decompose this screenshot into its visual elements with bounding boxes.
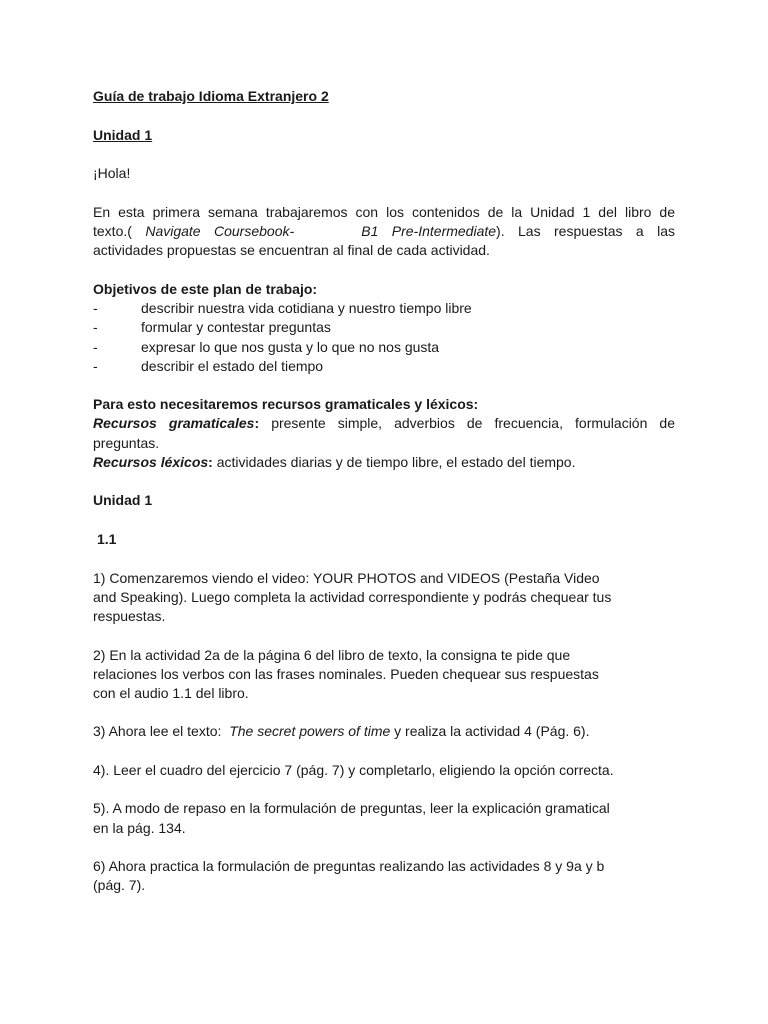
intro-text-end: ). Las respuestas a las — [496, 223, 675, 239]
activity-3-end: y realiza la actividad 4 (Pág. 6). — [390, 723, 590, 739]
document-title: Guía de trabajo Idioma Extranjero 2 — [93, 88, 329, 104]
bullet-dash: - — [93, 319, 98, 335]
intro-line-3: actividades propuestas se encuentran al final de cada actividad. — [93, 242, 490, 258]
reading-title: The secret powers of time — [229, 723, 391, 739]
greeting: ¡Hola! — [93, 165, 131, 181]
unit-heading: Unidad 1 — [93, 127, 153, 143]
activity-2-line-3: con el audio 1.1 del libro. — [93, 685, 249, 701]
intro-line-2 — [93, 222, 675, 241]
activity-1-line-2: and Speaking). Luego completa la actividad correspondiente y podrás chequear tus — [93, 589, 612, 605]
lexical-label: Recursos léxicos — [93, 454, 209, 470]
activity-6-line-2: (pág. 7). — [93, 877, 146, 893]
activity-6-line-1: 6) Ahora practica la formulación de preguntas realizando las actividades 8 y 9a y b — [93, 858, 605, 874]
activity-3-start: 3) Ahora lee el texto: — [93, 723, 230, 739]
objectives-heading: Objetivos de este plan de trabajo: — [93, 281, 318, 297]
objective-text: formular y contestar preguntas — [141, 319, 331, 335]
section-number: 1.1 — [97, 531, 117, 547]
intro-text-start: texto.( — [93, 223, 146, 239]
activity-5-line-1: 5). A modo de repaso en la formulación de preguntas, leer la explicación gramatical — [93, 800, 610, 816]
grammar-resources-continued: preguntas. — [93, 435, 160, 451]
grammar-label: Recursos gramaticales — [93, 415, 255, 431]
activity-1-line-1: 1) Comenzaremos viendo el video: YOUR PHOTOS and VIDEOS (Pestaña Video — [93, 570, 600, 586]
grammar-text: presente simple, adverbios de frecuencia, formulación de — [259, 415, 675, 431]
activity-4: 4). Leer el cuadro del ejercicio 7 (pág. 7) y completarlo, eligiendo la opción correcta. — [93, 762, 614, 778]
grammar-colon: : — [254, 415, 260, 431]
bullet-dash: - — [93, 300, 98, 316]
activity-5-line-2: en la pág. 134. — [93, 820, 186, 836]
objective-text: describir el estado del tiempo — [141, 358, 324, 374]
activity-2-line-1: 2) En la actividad 2a de la página 6 del libro de texto, la consigna te pide que — [93, 647, 571, 663]
lexical-colon: : — [208, 454, 213, 470]
objective-text: describir nuestra vida cotidiana y nuestro tiempo libre — [141, 300, 472, 316]
activity-2-line-2: relaciones los verbos con las frases nominales. Pueden chequear sus respuestas — [93, 666, 599, 682]
bullet-dash: - — [93, 339, 98, 355]
unit-subheading: Unidad 1 — [93, 492, 153, 508]
lexical-resources-line — [93, 453, 675, 472]
activity-3 — [93, 722, 675, 741]
bullet-dash: - — [93, 358, 98, 374]
resources-heading: Para esto necesitaremos recursos gramaticales y léxicos: — [93, 396, 479, 412]
intro-line-1: En esta primera semana trabajaremos con los contenidos de la Unidad 1 del libro de — [93, 204, 675, 220]
objective-text: expresar lo que nos gusta y lo que no nos gusta — [141, 339, 440, 355]
activity-1-line-3: respuestas. — [93, 608, 166, 624]
grammar-resources-line — [93, 414, 675, 433]
coursebook-title: Navigate Coursebook- B1 Pre-Intermediate — [145, 223, 497, 239]
lexical-text: actividades diarias y de tiempo libre, el estado del tiempo. — [212, 454, 576, 470]
